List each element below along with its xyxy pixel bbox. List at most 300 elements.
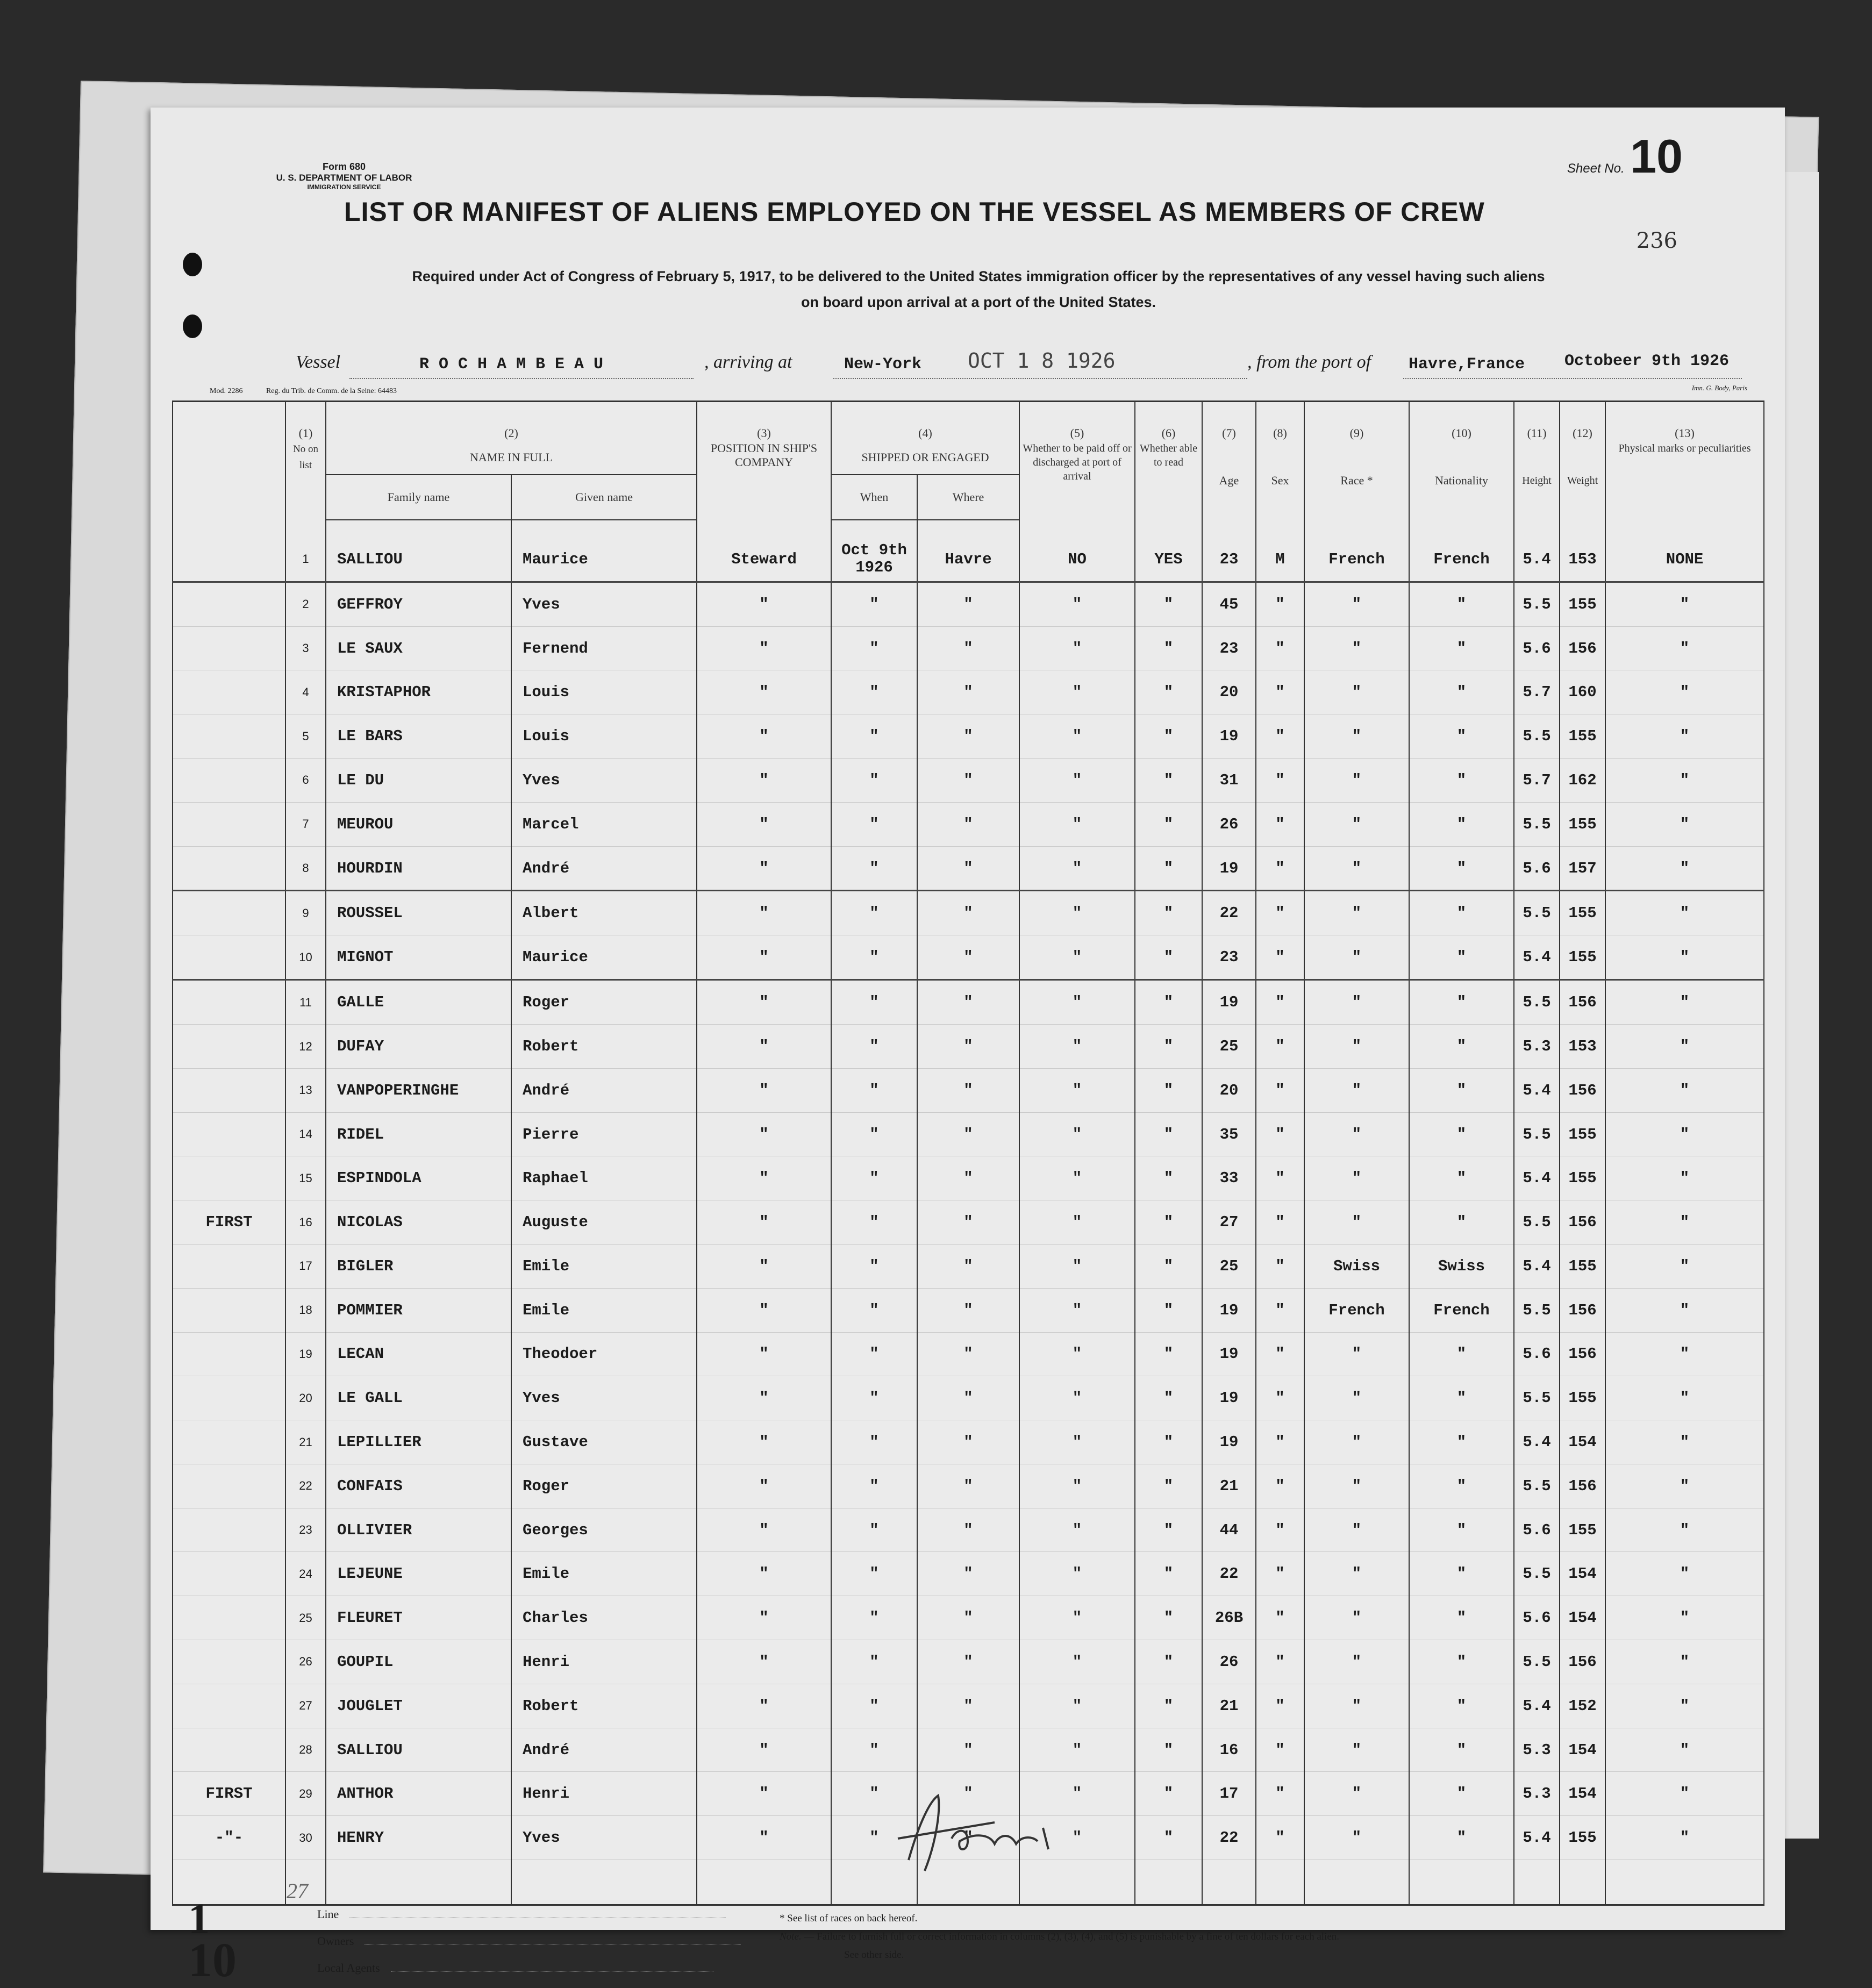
list-number: 11: [285, 980, 326, 1025]
family-name: MIGNOT: [326, 935, 511, 980]
col-family-name: Family name: [326, 475, 511, 520]
shipped-when: ": [831, 1068, 917, 1112]
age: 19: [1202, 714, 1256, 759]
position: ": [697, 1552, 831, 1596]
shipped-when: ": [831, 714, 917, 759]
section-label: [173, 714, 285, 759]
list-number: 26: [285, 1640, 326, 1684]
physical-marks: ": [1605, 1728, 1764, 1772]
section-label: [173, 1596, 285, 1640]
owners-label: Owners: [317, 1934, 354, 1948]
shipped-when: ": [831, 1245, 917, 1289]
position: ": [697, 1640, 831, 1684]
shipped-when: Oct 9th 1926: [831, 538, 917, 582]
position: ": [697, 1596, 831, 1640]
height: 5.5: [1514, 1552, 1560, 1596]
service: IMMIGRATION SERVICE: [307, 183, 381, 191]
sex: ": [1256, 626, 1304, 670]
col-shipped-engaged: SHIPPED OR ENGAGED: [831, 441, 1019, 475]
col-2-number: (2): [326, 402, 697, 441]
sex: ": [1256, 1332, 1304, 1376]
paid-off: ": [1019, 1068, 1135, 1112]
nationality: ": [1409, 1376, 1514, 1420]
given-name: Emile: [511, 1288, 697, 1332]
race: ": [1304, 802, 1409, 846]
family-name: MEUROU: [326, 802, 511, 846]
weight: 160: [1560, 670, 1605, 714]
shipped-when: ": [831, 626, 917, 670]
shipped-where: ": [917, 1816, 1019, 1860]
shipped-when: ": [831, 1596, 917, 1640]
shipped-when: ": [831, 1552, 917, 1596]
able-to-read: ": [1135, 1464, 1202, 1508]
physical-marks: ": [1605, 1684, 1764, 1728]
paid-off: ": [1019, 1420, 1135, 1464]
nationality: ": [1409, 1508, 1514, 1552]
age: 22: [1202, 1816, 1256, 1860]
given-name: Charles: [511, 1596, 697, 1640]
weight: 155: [1560, 1816, 1605, 1860]
height: 5.4: [1514, 1684, 1560, 1728]
sex: ": [1256, 1816, 1304, 1860]
punch-hole: [183, 253, 202, 276]
note-label: Note.: [780, 1931, 802, 1942]
col-able-to-read: Whether able to read: [1135, 441, 1202, 520]
weight: 154: [1560, 1728, 1605, 1772]
total-count: 27: [285, 1860, 326, 1905]
sex: ": [1256, 1552, 1304, 1596]
height: 5.6: [1514, 1508, 1560, 1552]
sex: ": [1256, 759, 1304, 803]
arrival-date-stamp: OCT 1 8 1926: [968, 349, 1116, 373]
section-label: [173, 1112, 285, 1156]
paid-off: ": [1019, 1112, 1135, 1156]
height: 5.6: [1514, 626, 1560, 670]
paid-off: ": [1019, 1464, 1135, 1508]
list-number: 9: [285, 891, 326, 935]
height: 5.6: [1514, 846, 1560, 891]
given-name: Yves: [511, 1816, 697, 1860]
position: ": [697, 1464, 831, 1508]
given-name: André: [511, 846, 697, 891]
col-given-name: Given name: [511, 475, 697, 520]
officer-signature: [887, 1790, 1070, 1876]
section-label: [173, 891, 285, 935]
list-number: 14: [285, 1112, 326, 1156]
age: 33: [1202, 1156, 1256, 1200]
age: 26: [1202, 802, 1256, 846]
local-agents-label: Local Agents: [317, 1961, 380, 1975]
shipped-when: ": [831, 582, 917, 626]
race: ": [1304, 1728, 1409, 1772]
age: 45: [1202, 582, 1256, 626]
nationality: ": [1409, 846, 1514, 891]
given-name: Emile: [511, 1245, 697, 1289]
able-to-read: ": [1135, 582, 1202, 626]
section-label: [173, 626, 285, 670]
nationality: ": [1409, 582, 1514, 626]
age: 21: [1202, 1684, 1256, 1728]
given-name: Georges: [511, 1508, 697, 1552]
height: 5.7: [1514, 759, 1560, 803]
able-to-read: ": [1135, 1596, 1202, 1640]
weight: 156: [1560, 1200, 1605, 1245]
vessel-underline: [349, 378, 694, 379]
height: 5.5: [1514, 1376, 1560, 1420]
physical-marks: ": [1605, 670, 1764, 714]
paid-off: ": [1019, 980, 1135, 1025]
race: ": [1304, 1596, 1409, 1640]
age: 31: [1202, 759, 1256, 803]
section-label: -"-: [173, 1816, 285, 1860]
paid-off: ": [1019, 1245, 1135, 1289]
family-name: ROUSSEL: [326, 891, 511, 935]
col-13-number: (13): [1605, 402, 1764, 441]
race: ": [1304, 846, 1409, 891]
vessel-label: Vessel: [296, 352, 341, 372]
age: 35: [1202, 1112, 1256, 1156]
family-name: SALLIOU: [326, 538, 511, 582]
paid-off: ": [1019, 1200, 1135, 1245]
paid-off: ": [1019, 759, 1135, 803]
given-name: Raphael: [511, 1156, 697, 1200]
position: ": [697, 626, 831, 670]
shipped-where: ": [917, 935, 1019, 980]
section-label: [173, 1552, 285, 1596]
list-number: 15: [285, 1156, 326, 1200]
shipped-where: ": [917, 1156, 1019, 1200]
able-to-read: ": [1135, 1068, 1202, 1112]
list-number: 8: [285, 846, 326, 891]
family-name: ANTHOR: [326, 1772, 511, 1816]
race: ": [1304, 670, 1409, 714]
height: 5.5: [1514, 1112, 1560, 1156]
age: 27: [1202, 1200, 1256, 1245]
race: ": [1304, 582, 1409, 626]
weight: 153: [1560, 538, 1605, 582]
sex: ": [1256, 1068, 1304, 1112]
nationality: ": [1409, 802, 1514, 846]
departure-port: Havre,France: [1409, 355, 1525, 374]
shipped-where: ": [917, 1025, 1019, 1069]
age: 26B: [1202, 1596, 1256, 1640]
able-to-read: ": [1135, 935, 1202, 980]
list-number: 4: [285, 670, 326, 714]
shipped-when: ": [831, 1508, 917, 1552]
section-label: [173, 1420, 285, 1464]
given-name: Yves: [511, 1376, 697, 1420]
col-12-number: (12): [1560, 402, 1605, 441]
shipped-where: ": [917, 1200, 1019, 1245]
physical-marks: ": [1605, 1112, 1764, 1156]
shipped-where: ": [917, 1552, 1019, 1596]
note-text: — Failure to furnish full or correct information in columns (2), (3), (4), and (5) is punishable by a fine of ten dollars for each alien.: [804, 1931, 1340, 1942]
given-name: Theodoer: [511, 1332, 697, 1376]
sex: ": [1256, 1025, 1304, 1069]
given-name: Louis: [511, 714, 697, 759]
height: 5.5: [1514, 1640, 1560, 1684]
family-name: POMMIER: [326, 1288, 511, 1332]
physical-marks: ": [1605, 1816, 1764, 1860]
physical-marks: ": [1605, 935, 1764, 980]
col-name-in-full: NAME IN FULL: [326, 441, 697, 475]
physical-marks: ": [1605, 891, 1764, 935]
race: ": [1304, 1156, 1409, 1200]
able-to-read: ": [1135, 714, 1202, 759]
weight: 155: [1560, 714, 1605, 759]
shipped-where: ": [917, 1068, 1019, 1112]
crew-row: [173, 1200, 1764, 1245]
able-to-read: ": [1135, 1508, 1202, 1552]
position: ": [697, 1245, 831, 1289]
departure-date: Octobeer 9th 1926: [1564, 352, 1730, 370]
left-margin-number-10: 10: [188, 1934, 237, 1987]
col-6-number: (6): [1135, 402, 1202, 441]
shipped-when: ": [831, 1112, 917, 1156]
weight: 156: [1560, 1068, 1605, 1112]
sex: ": [1256, 670, 1304, 714]
arriving-label: , arriving at: [704, 352, 792, 372]
height: 5.4: [1514, 538, 1560, 582]
race: Swiss: [1304, 1245, 1409, 1289]
section-label: [173, 1025, 285, 1069]
height: 5.5: [1514, 1464, 1560, 1508]
nationality: ": [1409, 1816, 1514, 1860]
nationality: ": [1409, 626, 1514, 670]
position: ": [697, 1420, 831, 1464]
family-name: LE GALL: [326, 1376, 511, 1420]
family-name: ESPINDOLA: [326, 1156, 511, 1200]
col-when: When: [831, 475, 917, 520]
sex: ": [1256, 1112, 1304, 1156]
sheet-value: 10: [1630, 130, 1683, 183]
given-name: Maurice: [511, 538, 697, 582]
section-label: [173, 670, 285, 714]
sex: ": [1256, 802, 1304, 846]
physical-marks: ": [1605, 1245, 1764, 1289]
able-to-read: ": [1135, 1728, 1202, 1772]
list-number: 19: [285, 1332, 326, 1376]
shipped-where: ": [917, 1772, 1019, 1816]
crew-row: [173, 802, 1764, 846]
mod-number: Mod. 2286: [210, 387, 243, 395]
paid-off: NO: [1019, 538, 1135, 582]
paid-off: ": [1019, 1772, 1135, 1816]
col-3-number: (3): [697, 402, 831, 441]
paid-off: ": [1019, 714, 1135, 759]
paid-off: ": [1019, 802, 1135, 846]
able-to-read: ": [1135, 626, 1202, 670]
nationality: French: [1409, 1288, 1514, 1332]
family-name: LE DU: [326, 759, 511, 803]
nationality: ": [1409, 1420, 1514, 1464]
family-name: GEFFROY: [326, 582, 511, 626]
list-number: 10: [285, 935, 326, 980]
weight: 154: [1560, 1420, 1605, 1464]
weight: 152: [1560, 1684, 1605, 1728]
shipped-where: ": [917, 714, 1019, 759]
family-name: BIGLER: [326, 1245, 511, 1289]
list-number: 21: [285, 1420, 326, 1464]
given-name: Auguste: [511, 1200, 697, 1245]
page-stamp: 236: [1636, 228, 1677, 253]
manifest-page: [151, 108, 1785, 1987]
list-number: 25: [285, 1596, 326, 1640]
weight: 155: [1560, 1376, 1605, 1420]
col-height: Height: [1514, 441, 1560, 520]
shipped-when: ": [831, 1640, 917, 1684]
physical-marks: NONE: [1605, 538, 1764, 582]
weight: 155: [1560, 802, 1605, 846]
sex: ": [1256, 1420, 1304, 1464]
age: 17: [1202, 1772, 1256, 1816]
able-to-read: ": [1135, 1288, 1202, 1332]
nationality: ": [1409, 1200, 1514, 1245]
race: ": [1304, 1508, 1409, 1552]
position: ": [697, 1025, 831, 1069]
height: 5.6: [1514, 1332, 1560, 1376]
section-label: [173, 1508, 285, 1552]
nationality: ": [1409, 1728, 1514, 1772]
crew-row: [173, 891, 1764, 935]
physical-marks: ": [1605, 1508, 1764, 1552]
position: ": [697, 759, 831, 803]
given-name: Marcel: [511, 802, 697, 846]
race: ": [1304, 891, 1409, 935]
race: ": [1304, 1068, 1409, 1112]
position: ": [697, 1816, 831, 1860]
given-name: Fernend: [511, 626, 697, 670]
age: 25: [1202, 1245, 1256, 1289]
list-number: 5: [285, 714, 326, 759]
sex: ": [1256, 846, 1304, 891]
section-label: [173, 1245, 285, 1289]
weight: 155: [1560, 1112, 1605, 1156]
shipped-where: ": [917, 1376, 1019, 1420]
weight: 157: [1560, 846, 1605, 891]
department: U. S. DEPARTMENT OF LABOR: [276, 173, 412, 183]
form-number: Form 680: [322, 161, 366, 172]
subtitle-line-2: on board upon arrival at a port of the United States.: [801, 294, 1156, 310]
shipped-when: ": [831, 1728, 917, 1772]
race: ": [1304, 1772, 1409, 1816]
sex: ": [1256, 714, 1304, 759]
crew-row: [173, 1684, 1764, 1728]
given-name: Robert: [511, 1684, 697, 1728]
sex: ": [1256, 1508, 1304, 1552]
given-name: André: [511, 1728, 697, 1772]
section-label: [173, 935, 285, 980]
nationality: ": [1409, 1156, 1514, 1200]
age: 16: [1202, 1728, 1256, 1772]
age: 22: [1202, 1552, 1256, 1596]
sex: ": [1256, 1245, 1304, 1289]
shipped-where: ": [917, 759, 1019, 803]
header-spacer-row: [173, 520, 1764, 538]
race: French: [1304, 1288, 1409, 1332]
col-4-number: (4): [831, 402, 1019, 441]
list-number: 18: [285, 1288, 326, 1332]
sex: ": [1256, 582, 1304, 626]
sex: ": [1256, 1728, 1304, 1772]
nationality: French: [1409, 538, 1514, 582]
weight: 156: [1560, 626, 1605, 670]
nationality: ": [1409, 980, 1514, 1025]
footnote-penalty: [780, 1928, 1339, 1946]
position: ": [697, 1728, 831, 1772]
given-name: Emile: [511, 1552, 697, 1596]
height: 5.6: [1514, 1596, 1560, 1640]
physical-marks: ": [1605, 1464, 1764, 1508]
crew-row: [173, 582, 1764, 626]
list-number: 2: [285, 582, 326, 626]
able-to-read: ": [1135, 891, 1202, 935]
section-label: [173, 1376, 285, 1420]
family-name: LEJEUNE: [326, 1552, 511, 1596]
list-number: 24: [285, 1552, 326, 1596]
section-label: [173, 538, 285, 582]
shipped-where: ": [917, 1420, 1019, 1464]
shipped-where: ": [917, 1728, 1019, 1772]
list-number: 20: [285, 1376, 326, 1420]
voyage-line: [151, 349, 1785, 379]
port-underline: [1403, 378, 1742, 379]
from-label: , from the port of: [1247, 352, 1371, 372]
col-8-number: (8): [1256, 402, 1304, 441]
given-name: Albert: [511, 891, 697, 935]
weight: 156: [1560, 1332, 1605, 1376]
physical-marks: ": [1605, 1288, 1764, 1332]
shipped-where: Havre: [917, 538, 1019, 582]
physical-marks: ": [1605, 1200, 1764, 1245]
shipped-where: ": [917, 1684, 1019, 1728]
nationality: ": [1409, 1552, 1514, 1596]
section-label: [173, 846, 285, 891]
family-name: GOUPIL: [326, 1640, 511, 1684]
crew-row: [173, 1552, 1764, 1596]
weight: 156: [1560, 980, 1605, 1025]
race: ": [1304, 626, 1409, 670]
column-title-row: [173, 441, 1764, 475]
crew-row: [173, 1640, 1764, 1684]
owners-field: [317, 1934, 741, 1948]
able-to-read: ": [1135, 1420, 1202, 1464]
able-to-read: ": [1135, 980, 1202, 1025]
height: 5.3: [1514, 1728, 1560, 1772]
position: ": [697, 1508, 831, 1552]
list-number: 28: [285, 1728, 326, 1772]
footnote-other-side: See other side.: [844, 1949, 904, 1961]
position: ": [697, 1288, 831, 1332]
shipped-when: ": [831, 1288, 917, 1332]
shipped-when: ": [831, 935, 917, 980]
crew-row: [173, 1245, 1764, 1289]
section-label: [173, 1464, 285, 1508]
shipped-when: ": [831, 980, 917, 1025]
nationality: ": [1409, 1112, 1514, 1156]
able-to-read: ": [1135, 1552, 1202, 1596]
section-label: [173, 1684, 285, 1728]
subtitle-line-1: Required under Act of Congress of February 5, 1917, to be delivered to the United States immigration officer by the representatives of any vessel having such aliens: [412, 268, 1545, 284]
race: French: [1304, 538, 1409, 582]
shipped-when: ": [831, 891, 917, 935]
shipped-when: ": [831, 1772, 917, 1816]
age: 19: [1202, 1420, 1256, 1464]
sex: ": [1256, 1772, 1304, 1816]
age: 44: [1202, 1508, 1256, 1552]
given-name: Gustave: [511, 1420, 697, 1464]
crew-row: [173, 935, 1764, 980]
